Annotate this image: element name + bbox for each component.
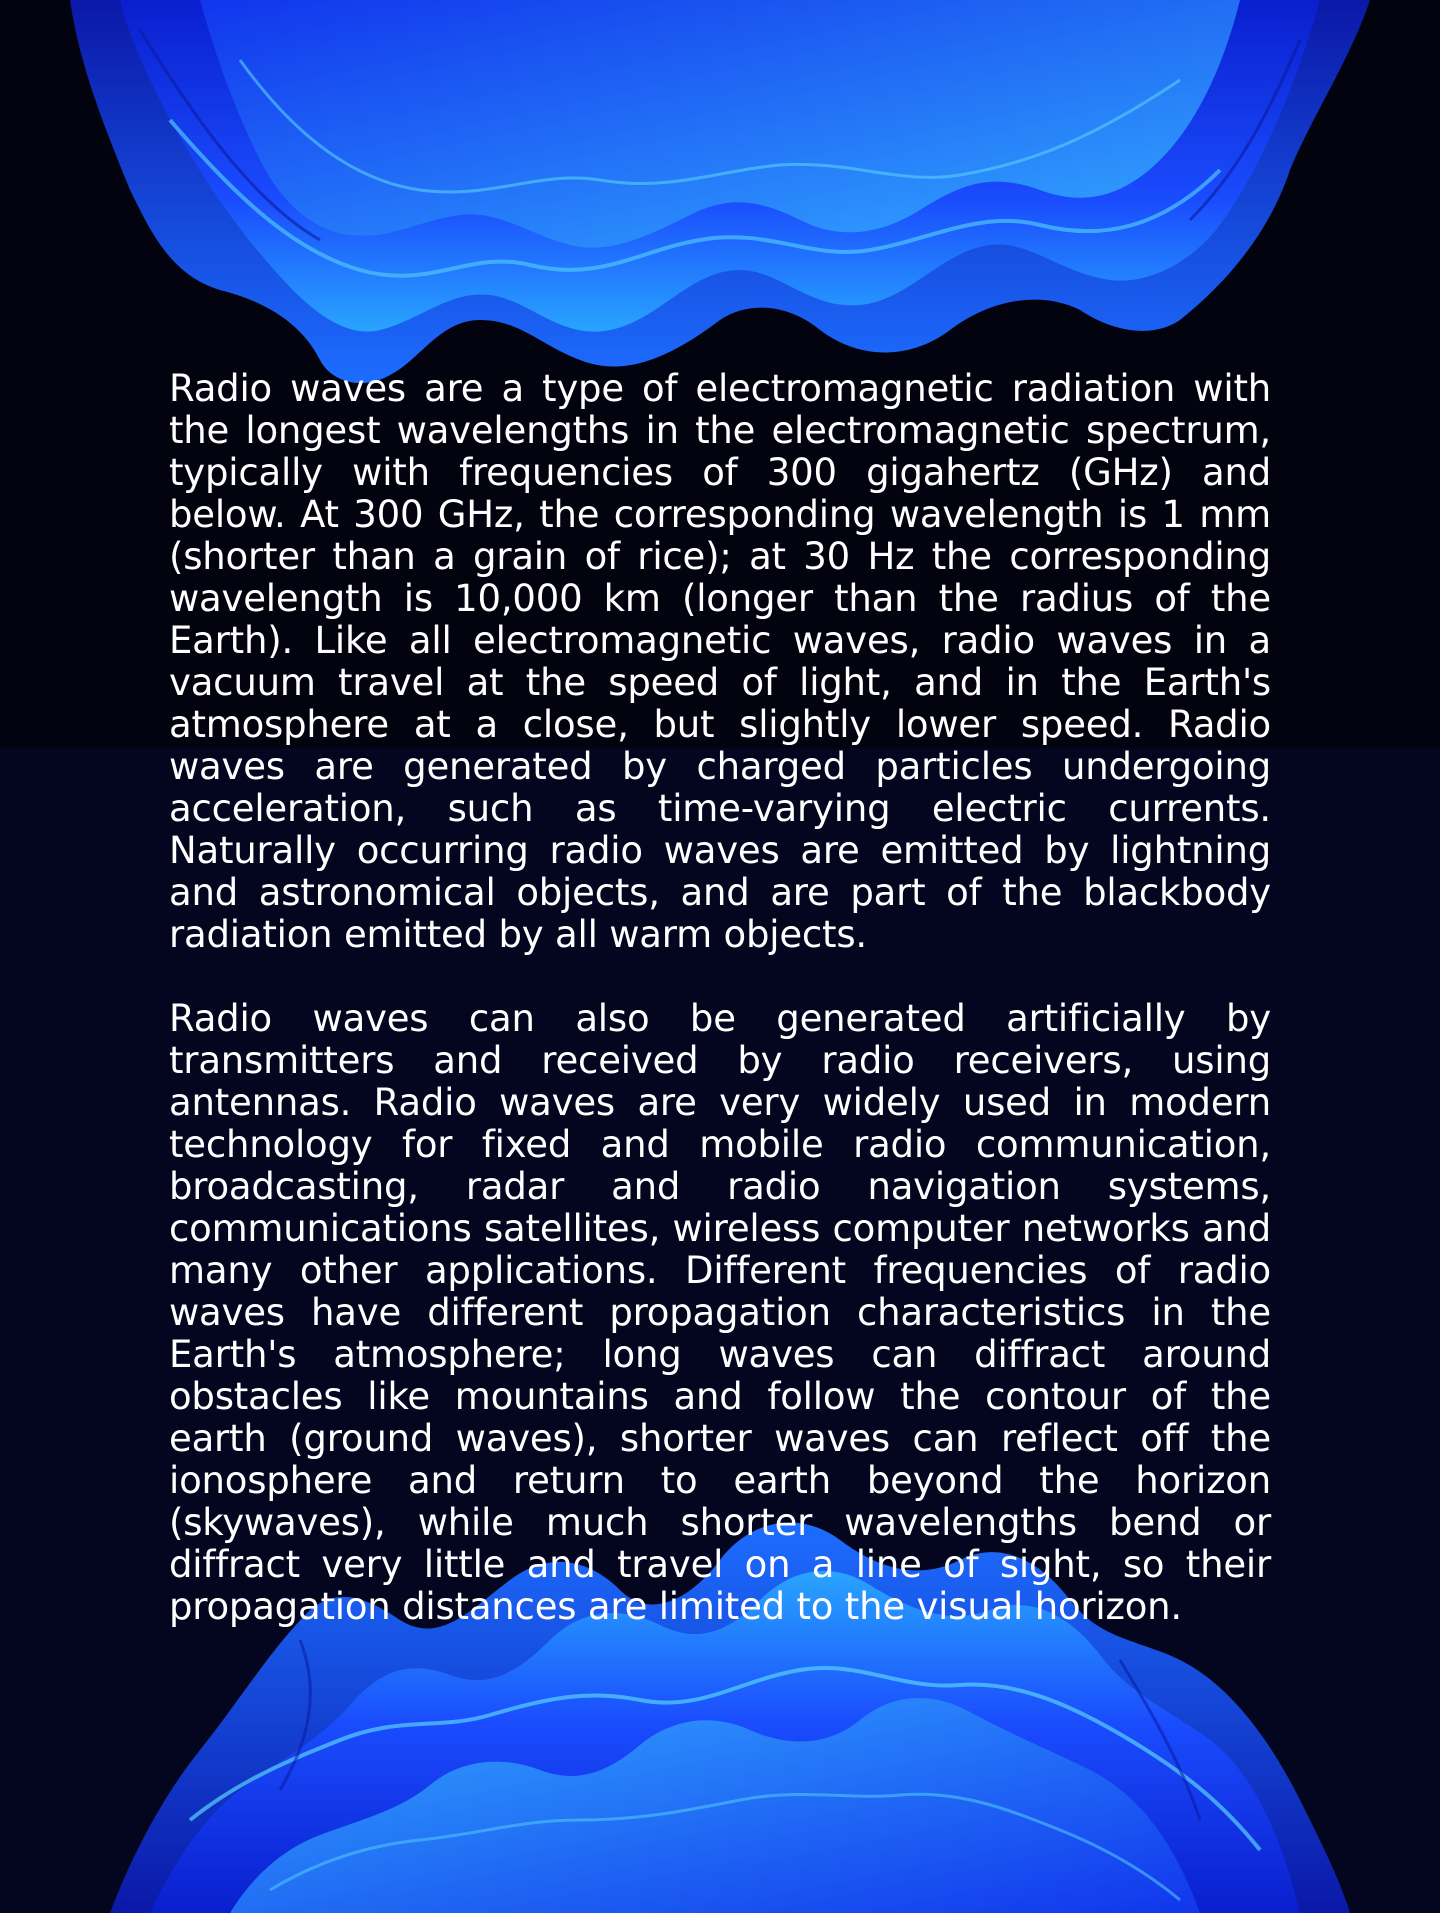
paragraph-2: Radio waves can also be generated artificially by transmitters and received by radio receivers, using antennas. Radio waves are very widely used in modern technology for fixed and mobile radio communication, broadcasting, radar and radio navigation systems, communications satellites, wireless computer networks and many other applications. Different frequencies of radio waves have different propagation characteristics in the Earth's atmosphere; long waves can diffract around obstacles like mountains and follow the contour of the earth (ground waves), shorter waves can reflect off the ionosphere and return to earth beyond the horizon (skywaves), while much shorter wavelengths bend or diffract very little and travel on a line of sight, so their propagation distances are limited to the visual horizon. (169, 997, 1271, 1628)
article-body (169, 368, 1271, 1628)
paragraph-1: Radio waves are a type of electromagnetic radiation with the longest wavelengths in the electromagnetic spectrum, typically with frequencies of 300 gigahertz (GHz) and below. At 300 GHz, the corresponding wavelength is 1 mm (shorter than a grain of rice); at 30 Hz the corresponding wavelength is 10,000 km (longer than the radius of the Earth). Like all electromagnetic waves, radio waves in a vacuum travel at the speed of light, and in the Earth's atmosphere at a close, but slightly lower speed. Radio waves are generated by charged particles undergoing acceleration, such as time-varying electric currents. Naturally occurring radio waves are emitted by lightning and astronomical objects, and are part of the blackbody radiation emitted by all warm objects. (169, 367, 1271, 956)
blue-wave-top-illustration (0, 0, 1440, 410)
